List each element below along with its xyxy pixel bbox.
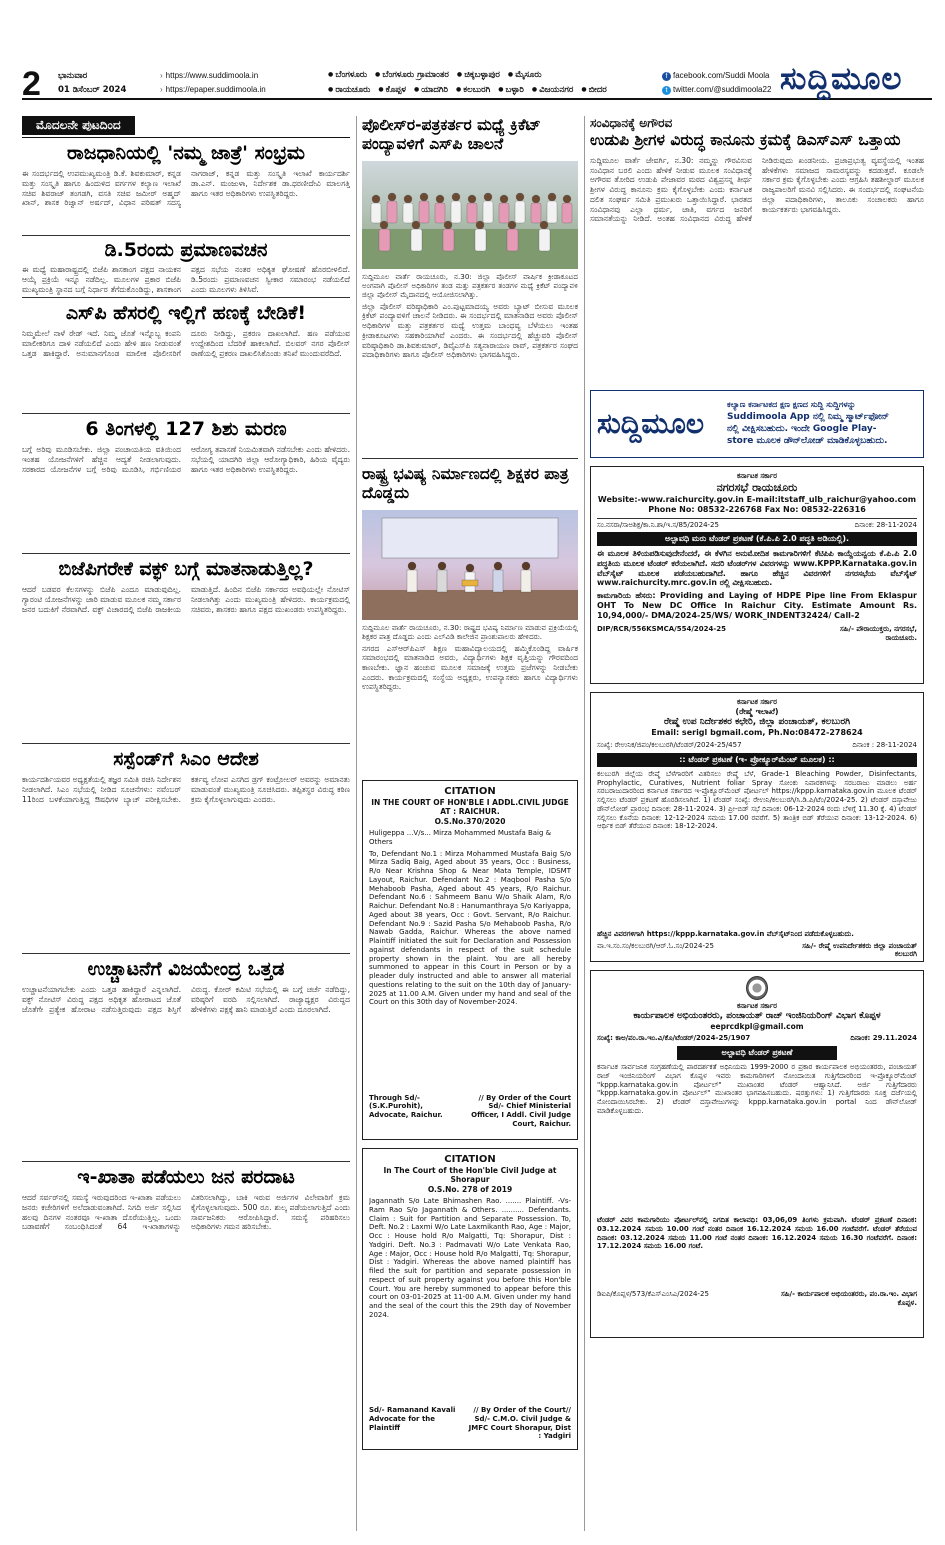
notice-ref: ಸಂಖ್ಯೆ: ರೇಉನಿಕ/ಜಿಪಂ/ಕಲಬುರಗಿ/ಟೆಂಡರ್/2024-25/457 bbox=[597, 741, 742, 749]
article-title: ಇ-ಖಾತಾ ಪಡೆಯಲು ಜನ ಪರದಾಟ bbox=[77, 1166, 295, 1188]
ad-logo: ಸುದ್ದಿಮೂಲ bbox=[597, 406, 705, 440]
court-citation-notice bbox=[362, 1148, 578, 1450]
twitter-icon: t bbox=[662, 86, 671, 95]
city-item: ● ಬೆಂಗಳೂರು bbox=[328, 70, 367, 80]
notice-body: ಕರ್ನಾಟಕ ಸಾರ್ವಜನಿಕ ಸಂಗ್ರಹಣೆಯಲ್ಲಿ ಪಾರದರ್ಶಕತೆ ಅಧಿನಿಯಮ 1999-2000 ರ ಪ್ರಕಾರ ಕಾರ್ಯಪಾಲಕ ಅಭಿಯಂತರರು, ಪಂಚಾಯತ್ ರಾಜ್ ಇಂಜಿನಿಯರಿಂಗ್ ವಿಭಾಗ ಕೊಪ್ಪಳ ಇವರು ಕಾಮಗಾರಿಗಳಿಗೆ ನೋಂದಾಯಿತ ಗುತ್ತಿಗೆದಾರರಿಂದ ಇ-ಪ್ರೊಕ್ಯೂರ್‌ಮೆಂಟ್ "kppp.karnataka.gov.in ಪೋರ್ಟಲ್" ಮುಖಾಂತರ ಟೆಂಡರ್ ಆಹ್ವಾನಿಸಿದೆ. ಅರ್ಜಿ ಗುತ್ತಿಗೆದಾರರು "kppp.karnataka.gov.in ಪೋರ್ಟಲ್" ಮುಖಾಂತರ ಭಾಗವಹಿಸಬಹುದು. ಷರತ್ತುಗಳು: 1) ಗುತ್ತಿಗೆದಾರರು ಸೂಕ್ತ ದರ್ಜೆಯಲ್ಲಿ ನೋಂದಾಯಿಸಿರಬೇಕು. 2) ಟೆಂಡರ್ ದಸ್ತಾವೇಜುಗಳನ್ನು kppp.karnataka.gov.in portal ನಿಂದ ಡೌನ್‌ಲೋಡ್ ಮಾಡಿಕೊಳ್ಳಬಹುದು. bbox=[597, 1063, 917, 1115]
column-divider bbox=[356, 116, 357, 1531]
notice-site: ಹೆಚ್ಚಿನ ವಿವರಗಳಿಗಾಗಿ https://kppp.karnataka.gov.in ವೆಬ್‌ಸೈಟ್‌ನಿಂದ ಪಡೆದುಕೊಳ್ಳಬಹುದು. bbox=[597, 929, 854, 938]
notice-email: eeprcdkpl@gmail.com bbox=[710, 1022, 804, 1031]
article-title: ಬಿಜೆಪಿಗರೇಕೆ ವಕ್ಫ್ ಬಗ್ಗೆ ಮಾತನಾಡುತ್ತಿಲ್ಲ? bbox=[58, 558, 314, 580]
notice-date: ದಿನಾಂಕ: 28-11-2024 bbox=[854, 520, 917, 529]
url-block bbox=[160, 69, 266, 96]
notice-strip: ಅಲ್ಪಾವಧಿ ಮರು ಟೆಂಡರ್ ಪ್ರಕಟಣೆ (ಕೆ.ಪಿ.ಪಿ 2.0 ಪದ್ಧತಿ ಅಡಿಯಲ್ಲಿ). bbox=[597, 532, 917, 546]
city-item: ● ರಾಯಚೂರು bbox=[328, 85, 370, 95]
article-kicker: ಸಂವಿಧಾನಕ್ಕೆ ಅಗೌರವ bbox=[590, 116, 673, 130]
notice-email: Email: serigl bgmail.com, Ph.No:08472-278624 bbox=[651, 728, 863, 737]
right-column bbox=[590, 116, 924, 1536]
city-list bbox=[328, 68, 658, 98]
article-title: ಡಿ.5ರಂದು ಪ್ರಮಾಣವಚನ bbox=[22, 235, 350, 262]
date-block bbox=[58, 69, 126, 98]
citation-court: IN THE COURT OF HON'BLE I ADDL.CIVIL JUDGE AT : RAICHUR. bbox=[371, 798, 569, 817]
city-item: ● ಯಾದಗಿರಿ bbox=[414, 85, 448, 95]
notice-date: ದಿನಾಂಕ : 28-11-2024 bbox=[852, 741, 917, 749]
page-number: 2 bbox=[22, 65, 41, 103]
ad-line: store ಮೂಲಕ ಡೌನ್‌ಲೋಡ್ ಮಾಡಿಕೊಳ್ಳಬಹುದು. bbox=[727, 436, 888, 447]
notice-date: ದಿನಾಂಕ: 29.11.2024 bbox=[850, 1034, 917, 1043]
city-item: ● ವಿಜಯನಗರ bbox=[532, 85, 573, 95]
notice-gov: ಕರ್ನಾಟಕ ಸರ್ಕಾರ bbox=[737, 472, 777, 480]
teachers-event-photo bbox=[362, 510, 578, 620]
middle-column bbox=[362, 116, 578, 1536]
citation-court: In The Court of the Hon'ble Civil Judge at Shorapur bbox=[383, 1166, 557, 1185]
notice-body: ಈ ಮೂಲಕ ತಿಳಿಯಪಡಿಸುವುದೇನೆಂದರೆ, ಈ ಕೆಳಗಿನ ಅನುಮೋದಿತ ಕಾಮಗಾರಿಗಳಿಗೆ ಕೆಟಿಪಿಪಿ ಕಾಯ್ದೆಯನ್ವಯ ಕೆ.ಪಿ.ಪಿ 2.0 ಪದ್ಧತಿಯ ಮೂಲಕ ಟೆಂಡರ್ ಕರೆಯಲಾಗಿದೆ. ಸದರಿ ಟೆಂಡರ್‌ಗಳ ವಿವರಗಳನ್ನು www.KPPP.Karnataka.gov.in ವೆಬ್‌ಸೈಟ್ ಮೂಲಕ ಪಡೆಯಬಹುದಾಗಿದೆ. ಹಾಗೂ ಹೆಚ್ಚಿನ ವಿವರಗಳಿಗೆ ನಗರಸಭೆಯ ವೆಬ್‌ಸೈಟ್ www.raichurcity.mrc.gov.in ರಲ್ಲಿ ವೀಕ್ಷಿಸಬಹುದು. bbox=[597, 549, 917, 588]
city-item: ● ಚಿಕ್ಕಬಳ್ಳಾಪುರ bbox=[457, 70, 500, 80]
notice-dip: ವಾ.ಇ.ಸಂ.ಸಂ/ಕಲಬುರಗಿ/ಆರ್.ಓ.ಸಂ/2024-25 bbox=[597, 941, 714, 950]
notice-phone: Phone No: 08532-226768 Fax No: 08532-226316 bbox=[648, 504, 866, 514]
notice-dip: DIP/RCR/556KSMCA/554/2024-25 bbox=[597, 625, 727, 634]
citation-sign-left: Through Sd/- (S.K.Purohit), Advocate, Raichur. bbox=[369, 1093, 443, 1120]
ad-line: ಕಲ್ಯಾಣ ಕರ್ನಾಟಕದ ಕ್ಷಣ ಕ್ಷಣದ ಸುದ್ದಿ ಸುದ್ದಿಗಳನ್ನು bbox=[727, 400, 856, 410]
article-title: ಎಸ್‌ಪಿ ಹೆಸರಲ್ಲಿ ಇಲ್ಲಿಗೆ ಹಣಕ್ಕೆ ಬೇಡಿಕೆ! bbox=[65, 302, 307, 324]
date-label: 01 ಡಿಸೆಂಬರ್ 2024 bbox=[58, 85, 127, 96]
notice-sign: ಸಹಿ/- ರೇಷ್ಮೆ ಉಪನಿರ್ದೇಶಕರು ಜಿಲ್ಲಾ ಪಂಚಾಯತ್ ಕಲಬುರಗಿ bbox=[802, 941, 917, 959]
city-item: ● ಮೈಸೂರು bbox=[508, 70, 542, 80]
notice-gov: ಕರ್ನಾಟಕ ಸರ್ಕಾರ bbox=[737, 1002, 777, 1010]
article-body: ಈ ಸಂದರ್ಭದಲ್ಲಿ ಉಪಮುಖ್ಯಮಂತ್ರಿ ಡಿ.ಕೆ. ಶಿವಕುಮಾರ್, ಕನ್ನಡ ಮತ್ತು ಸಂಸ್ಕೃತಿ ಹಾಗೂ ಹಿಂದುಳಿದ ವರ್ಗಗಳ ಕಲ್ಯಾಣ ಇಲಾಖೆ ಸಚಿವ ಶಿವರಾಜ್ ತಂಗಡಗಿ, ವಸತಿ ಸಚಿವ ಜಮೀರ್ ಅಹ್ಮದ್ ಖಾನ್, ಶಾಸಕ ರಿಜ್ವಾನ್ ಅರ್ಷದ್, ವಿಧಾನ ಪರಿಷತ್ ಸದಸ್ಯ ನಾಗರಾಜ್, ಕನ್ನಡ ಮತ್ತು ಸಂಸ್ಕೃತಿ ಇಲಾಖೆ ಕಾರ್ಯದರ್ಶಿ ಡಾ.ಎನ್. ಮಂಜುಳಾ, ನಿರ್ದೇಶಕ ಡಾ.ಧರಣೀದೇವಿ ಮಾಲಗತ್ತಿ ಹಾಗೂ ಇತರ ಅಧಿಕಾರಿಗಳು ಉಪಸ್ಥಿತರಿದ್ದರು. bbox=[22, 169, 350, 208]
article-title: ಉಚ್ಚಾಟನೆಗೆ ವಿಜಯೇಂದ್ರ ಒತ್ತಡ bbox=[87, 958, 285, 980]
city-item: ● ಬಳ್ಳಾರಿ bbox=[498, 85, 524, 95]
photo-caption: ಸುದ್ದಿಮೂಲ ವಾರ್ತೆ ರಾಯಚೂರು, ನ.30: ರಾಷ್ಟ್ರದ ಭವಿಷ್ಯ ನಿರ್ಮಾಣ ಮಾಡುವ ಪ್ರಕ್ರಿಯೆಯಲ್ಲಿ ಶಿಕ್ಷಕರ ಪಾತ್ರ ದೊಡ್ಡದು ಎಂದು ಎಲ್‌ವಿಡಿ ಕಾಲೇಜಿನ ಪ್ರಾಂಶುಪಾಲರು ಹೇಳಿದರು. bbox=[362, 622, 578, 641]
arrow-icon: › bbox=[160, 71, 163, 80]
article-body: ಸುದ್ದಿಮೂಲ ವಾರ್ತೆ ಜೇವರ್ಗಿ, ನ.30: ನಮ್ಮನ್ನು ಗೌರವಿಸುವ ಸಂವಿಧಾನ ಬರಲಿ ಎಂದು ಹೇಳಿಕೆ ನೀಡುವ ಮೂಲಕ ಸಂವಿಧಾನಕ್ಕೆ ಅಗೌರವ ತೋರಿದ ಉಡುಪಿ ಪೇಜಾವರ ಮಠದ ವಿಶ್ವಪ್ರಸನ್ನ ತೀರ್ಥ ಶ್ರೀಗಳ ವಿರುದ್ಧ ಕಾನೂನು ಕ್ರಮ ಕೈಗೊಳ್ಳಬೇಕು ಎಂದು ಕರ್ನಾಟಕ ದಲಿತ ಸಂಘರ್ಷ ಸಮಿತಿ ಪ್ರಮುಖರು ಒತ್ತಾಯಿಸಿದ್ದಾರೆ. ಭಾರತದ ಸಂವಿಧಾನವು ಎಲ್ಲಾ ಧರ್ಮ, ಜಾತಿ, ವರ್ಗದ ಜನರಿಗೆ ಸಮಾನತೆಯನ್ನು ನೀಡಿದೆ. ಅಂತಹ ಸಂವಿಧಾನದ ವಿರುದ್ಧ ಹೇಳಿಕೆ ನೀಡಿರುವುದು ಖಂಡನೀಯ. ಪ್ರಜಾಪ್ರಭುತ್ವ ವ್ಯವಸ್ಥೆಯಲ್ಲಿ ಇಂತಹ ಹೇಳಿಕೆಗಳು ಸಮಾಜದ ಸಾಮರಸ್ಯವನ್ನು ಕದಡುತ್ತವೆ. ಕೂಡಲೇ ಸರ್ಕಾರ ಕ್ರಮ ಕೈಗೊಳ್ಳಬೇಕು ಎಂದು ಆಗ್ರಹಿಸಿ ತಹಶೀಲ್ದಾರ್ ಮೂಲಕ ರಾಜ್ಯಪಾಲರಿಗೆ ಮನವಿ ಸಲ್ಲಿಸಿದರು. ಈ ಸಂದರ್ಭದಲ್ಲಿ ಸಂಘಟನೆಯ ಜಿಲ್ಲಾ ಪದಾಧಿಕಾರಿಗಳು, ತಾಲೂಕು ಸಂಚಾಲಕರು ಹಾಗೂ ಕಾರ್ಯಕರ್ತರು ಭಾಗವಹಿಸಿದ್ದರು. bbox=[590, 156, 924, 224]
article-title: ರಾಷ್ಟ್ರ ಭವಿಷ್ಯ ನಿರ್ಮಾಣದಲ್ಲಿ ಶಿಕ್ಷಕರ ಪಾತ್ರ ದೊಡ್ಡದು bbox=[362, 464, 569, 503]
notice-strip: ಅಲ್ಪಾವಧಿ ಟೆಂಡರ್ ಪ್ರಕಟಣೆ bbox=[677, 1046, 837, 1060]
left-column bbox=[22, 116, 350, 1536]
article-title: ರಾಜಧಾನಿಯಲ್ಲಿ 'ನಮ್ಮ ಜಾತ್ರೆ' ಸಂಭ್ರಮ bbox=[67, 142, 305, 164]
column-divider bbox=[584, 116, 585, 1531]
city-item: ● ಕೊಪ್ಪಳ bbox=[378, 85, 406, 95]
citation-case: O.S.No. 278 of 2019 bbox=[427, 1184, 513, 1194]
tender-notice bbox=[590, 970, 924, 1338]
citation-case: O.S.No.370/2020 bbox=[434, 816, 506, 826]
notice-sign: ಸಹಿ/- ಕಾರ್ಯಪಾಲಕ ಅಭಿಯಂತರರು, ಪಂ.ರಾ.ಇಂ. ವಿಭಾಗ ಕೊಪ್ಪಳ. bbox=[781, 1290, 917, 1307]
arrow-icon: › bbox=[160, 84, 163, 94]
citation-parties: Huligeppa ...V/s... Mirza Mohammed Mustafa Baig & Others bbox=[369, 829, 552, 846]
social-block bbox=[662, 69, 771, 96]
tender-notice bbox=[590, 466, 924, 684]
notice-dept: (ರೇಷ್ಮೆ ಇಲಾಖೆ) bbox=[735, 706, 779, 716]
article bbox=[22, 298, 350, 414]
notice-sign: ಸಹಿ/- ಪೌರಾಯುಕ್ತರು, ನಗರಸಭೆ, ರಾಯಚೂರು. bbox=[839, 625, 917, 642]
article-body: ಜಿಲ್ಲಾ ಪೊಲೀಸ್ ವರಿಷ್ಠಾಧಿಕಾರಿ ಎಂ.ಪುಟ್ಟಮಾದಯ್ಯ ಅವರು ಬ್ಯಾಟ್ ಬೀಸುವ ಮೂಲಕ ಕ್ರಿಕೆಟ್ ಪಂದ್ಯಾವಳಿಗೆ ಚಾಲನೆ ನೀಡಿದರು. ಈ ಸಂದರ್ಭದಲ್ಲಿ ಮಾತನಾಡಿದ ಅವರು ಪೊಲೀಸ್ ಅಧಿಕಾರಿಗಳ ಮತ್ತು ಪತ್ರಕರ್ತರ ಮಧ್ಯೆ ಉತ್ತಮ ಬಾಂಧವ್ಯ ಬೆಳೆಯಲು ಇಂತಹ ಕ್ರೀಡಾಕೂಟಗಳು ಸಹಕಾರಿಯಾಗಿವೆ ಎಂದರು. ಈ ಸಂದರ್ಭದಲ್ಲಿ ಹೆಚ್ಚುವರಿ ಪೊಲೀಸ್ ವರಿಷ್ಠಾಧಿಕಾರಿ ಡಾ.ಶಿವಕುಮಾರ್, ಡಿವೈಎಸ್‌ಪಿ ಸತ್ಯನಾರಾಯಣ ರಾವ್, ಪತ್ರಕರ್ತರ ಸಂಘದ ಪದಾಧಿಕಾರಿಗಳು ಹಾಗೂ ಪೊಲೀಸ್ ಅಧಿಕಾರಿಗಳು ಭಾಗವಹಿಸಿದ್ದರು. bbox=[362, 301, 578, 360]
website-link[interactable]: https://www.suddimoola.in bbox=[165, 71, 259, 80]
twitter-link[interactable]: twitter.com/@suddimoola22 bbox=[673, 84, 772, 94]
photo-caption: ಸುದ್ದಿಮೂಲ ವಾರ್ತೆ ರಾಯಚೂರು, ನ.30: ಜಿಲ್ಲಾ ಪೊಲೀಸ್ ವಾರ್ಷಿಕ ಕ್ರೀಡಾಕೂಟದ ಅಂಗವಾಗಿ ಪೊಲೀಸ್ ಅಧಿಕಾರಿಗಳ ತಂಡ ಮತ್ತು ಪತ್ರಕರ್ತರ ತಂಡಗಳ ಮಧ್ಯೆ ಕ್ರಿಕೆಟ್ ಪಂದ್ಯಾವಳಿ ಜಿಲ್ಲಾ ಪೊಲೀಸ್ ಮೈದಾನದಲ್ಲಿ ಆಯೋಜಿಸಲಾಗಿತ್ತು. bbox=[362, 271, 578, 299]
article bbox=[22, 138, 350, 298]
notice-strip: :: ಟೆಂಡರ್ ಪ್ರಕಟಣೆ (ಇ- ಪ್ರೋಕ್ಯೂರ್‌ಮೆಂಟ್ ಮೂಲಕ) :: bbox=[597, 753, 917, 767]
notice-dates: ಟೆಂಡರ್ ವಿವರ ಕಾಮಗಾರಿಯು ಪೋರ್ಟಲ್‌ನಲ್ಲಿ ನಿಗದಿತ ಕಾಲಾವಧಿ: 03,06,09 ತಿಂಗಳು ಕ್ರಮವಾಗಿ. ಟೆಂಡರ್ ಪ್ರಕಟಣೆ ದಿನಾಂಕ: 03.12.2024 ಸಮಯ 10.00 ಗಂಟೆ ನಂತರ ದಿನಾಂಕ 16.12.2024 ಸಮಯ 16.00 ಗಂಟೆವರೆಗೆ. ಟೆಂಡರ್ ತೆರೆಯುವ ದಿನಾಂಕ: 03.12.2024 ಸಮಯ 11.00 ಗಂಟೆ ನಂತರ ದಿನಾಂಕ: 16.12.2024 ಸಮಯ 16.30 ಗಂಟೆವರೆಗೆ. ದಿನಾಂಕ: 17.12.2024 ಸಮಯ 16.00 ಗಂಟೆ. bbox=[597, 1216, 917, 1251]
notice-office: ರೇಷ್ಮೆ ಉಪ ನಿರ್ದೇಶಕರ ಕಛೇರಿ, ಜಿಲ್ಲಾ ಪಂಚಾಯತ್, ಕಲಬುರಗಿ bbox=[663, 716, 851, 727]
article-body: ಬಗ್ಗೆ ಅರಿವು ಮೂಡಿಸಬೇಕು. ಜಿಲ್ಲಾ ಪಂಚಾಯತಿಯ ವತಿಯಿಂದ ಇಂತಹ ಯೋಜನೆಗಳಿಗೆ ಹೆಚ್ಚಿನ ಆದ್ಯತೆ ನೀಡಲಾಗುವುದು. ಸರಕಾರದ ಯೋಜನೆಗಳ ಬಗ್ಗೆ ಅರಿವು ಮೂಡಿಸಿ, ಗರ್ಭಿಣಿಯರ ಆರೋಗ್ಯ ತಪಾಸಣೆ ನಿಯಮಿತವಾಗಿ ನಡೆಸಬೇಕು ಎಂದು ಹೇಳಿದರು. ಸಭೆಯಲ್ಲಿ ಯಾದಗಿರಿ ಜಿಲ್ಲಾ ಆರೋಗ್ಯಾಧಿಕಾರಿ, ಹಿರಿಯ ವೈದ್ಯರು ಹಾಗೂ ಇತರ ಅಧಿಕಾರಿಗಳು ಉಪಸ್ಥಿತರಿದ್ದರು. bbox=[22, 445, 350, 474]
citation-title: CITATION bbox=[444, 785, 496, 797]
day-label: ಭಾನುವಾರ bbox=[58, 71, 88, 81]
article-title: 6 ತಿಂಗಳಲ್ಲಿ 127 ಶಿಶು ಮರಣ bbox=[85, 418, 287, 440]
photo-image bbox=[362, 510, 578, 620]
city-item: ● ಬೆಂಗಳೂರು ಗ್ರಾಮಾಂತರ bbox=[375, 70, 449, 80]
notice-dip: ಡಿಐಪಿ/ಕೊಪ್ಪಳ/573/ಕೆಎಸ್‌ಎಂಸಿಎ/2024-25 bbox=[597, 1290, 709, 1299]
citation-sign-right: // By Order of the Court// Sd/- C.M.O. Civil Judge & JMFC Court Shorapur, Dist : Yadgiri bbox=[468, 1406, 571, 1441]
notice-gov: ಕರ್ನಾಟಕ ಸರ್ಕಾರ bbox=[737, 698, 777, 706]
article bbox=[22, 1162, 350, 1412]
article-title: ಪೊಲೀಸ್‌ರ-ಪತ್ರಕರ್ತರ ಮಧ್ಯೆ ಕ್ರಿಕೆಟ್ ಪಂದ್ಯಾವಳಿಗೆ ಎಸ್‌ಪಿ ಚಾಲನೆ bbox=[362, 116, 541, 154]
citation-body: Jagannath S/o Late Bhimashen Rao. ....... Plaintiff. -Vs- Ram Rao S/o Jagannath & Others. .......... Defendants. Claim : Suit for Partition and Separate Possession. To, Deft. No.2 : Laxmi W/o Late Laxmikanth Rao, Age : Major, Occ : House hold R/o Malgatti, Tq: Shorapur, Dist : Yadgiri. Deft. No.3 : Padmavati W/o Late Venkata Rao, Age : Major, Occ : House hold R/o Malgatti, Tq: Shorapur, Dist : Yadgiri. Whereas the above named plaintiff has filed the suit for partition and separate possession in respect of suit property against you before this Hon'ble Court. You are hereby summoned to appear before this court on 03-01-2025 at 11-00 A.M. Given under my hand and the seal of the court this the 29th day of November 2024. bbox=[369, 1197, 571, 1319]
tender-notice bbox=[590, 692, 924, 962]
article-body: ನಿಮ್ಮಮೇಲೆ ನಾಳೆ ರೇಡ್ ಇದೆ. ನಿಮ್ಮ ಜೊತೆ ಇನ್ನೊಬ್ಬ ಕಂಪನಿ ಮಾಲೀಕರಿಗೂ ದಾಳಿ ನಡೆಯಲಿದೆ ಎಂದು ಹೇಳಿ ಹಣ ನೀಡುವಂತೆ ಒತ್ತಡ ಹಾಕಿದ್ದಾರೆ. ಅನುಮಾನಗೊಂಡ ಮಾಲೀಕ ಪೊಲೀಸರಿಗೆ ದೂರು ನೀಡಿದ್ದು, ಪ್ರಕರಣ ದಾಖಲಾಗಿದೆ. ಹಣ ಪಡೆಯುವ ಉದ್ದೇಶದಿಂದ ಬೆದರಿಕೆ ಹಾಕಲಾಗಿದೆ. ಬಿಲವರ್ ನಗರ ಪೊಲೀಸ್ ಠಾಣೆಯಲ್ಲಿ ಪ್ರಕರಣ ದಾಖಲಿಸಿಕೊಂಡು ತನಿಖೆ ಮುಂದುವರೆದಿದೆ. bbox=[22, 329, 350, 358]
government-emblem-icon bbox=[746, 976, 768, 1000]
article-body: ಈ ಮಧ್ಯೆ ಮಹಾರಾಷ್ಟ್ರದಲ್ಲಿ ಬಿಜೆಪಿ ಶಾಸಕಾಂಗ ಪಕ್ಷದ ನಾಯಕನ ಆಯ್ಕೆ ಪ್ರಕ್ರಿಯೆ ಇನ್ನೂ ನಡೆದಿಲ್ಲ. ಮೂಲಗಳ ಪ್ರಕಾರ ಬಿಜೆಪಿ ಮುಖ್ಯಮಂತ್ರಿ ಸ್ಥಾನದ ಬಗ್ಗೆ ನಿರ್ಧಾರ ತೆಗೆದುಕೊಂಡಿದ್ದು, ಶಾಸಕಾಂಗ ಪಕ್ಷದ ಸಭೆಯ ನಂತರ ಅಧಿಕೃತ ಘೋಷಣೆ ಹೊರಬೀಳಲಿದೆ. ಡಿ.5ರಂದು ಪ್ರಮಾಣವಚನ ಸ್ವೀಕಾರ ಸಮಾರಂಭ ನಡೆಯಲಿದೆ ಎಂದು ಮೂಲಗಳು ತಿಳಿಸಿವೆ. bbox=[22, 265, 350, 294]
notice-body: ಕಲಬುರಗಿ ಜಿಲ್ಲೆಯ ರೇಷ್ಮೆ ಬೆಳೆಗಾರರಿಗೆ ವಿತರಿಸಲು ರೇಷ್ಮೆ ಬೆಳೆ, Grade-1 Bleaching Powder, Disinfectants, Prophylactic, Curatives, Nutrient foliar Spray ಸೋಂಕು ನಿವಾರಕಗಳನ್ನು ಸರಬರಾಜು ಮಾಡಲು ಅರ್ಹ ಸರಬರಾಜುದಾರರಿಂದ ಕರ್ನಾಟಕ ಸರ್ಕಾರದ ಇ-ಪ್ರೊಕ್ಯೂರ್‌ಮೆಂಟ್ ಪೋರ್ಟಲ್ https://kppp.karnataka.gov.in ಮೂಲಕ ಟೆಂಡರ್ ಸಲ್ಲಿಸಲು ಟೆಂಡರ್ ಪ್ರಕಟಣೆ ಹೊರಡಿಸಲಾಗಿದೆ. 1) ಟೆಂಡರ್ ಸಂಖ್ಯೆ: ರೇಉನಿ/ಕಲಬುರಗಿ/ಸಿ.ಡಿ.ಪಿ/ಟೆಂ/2024-25. 2) ಟೆಂಡರ್ ದಸ್ತಾವೇಜು ಡೌನ್‌ಲೋಡ್ ಪ್ರಾರಂಭ ದಿನಾಂಕ: 28-11-2024. 3) ಪ್ರೀ-ಬಿಡ್ ಸಭೆ ದಿನಾಂಕ: 06-12-2024 ರಂದು ಬೆಳಿಗ್ಗೆ 11.30 ಕ್ಕೆ. 4) ಟೆಂಡರ್ ಸಲ್ಲಿಸಲು ಕೊನೆಯ ದಿನಾಂಕ: 12-12-2024 ಸಮಯ 17.00 ರವರೆಗೆ. 5) ತಾಂತ್ರಿಕ ಬಿಡ್ ತೆರೆಯುವ ದಿನಾಂಕ: 13-12-2024. 6) ಆರ್ಥಿಕ ಬಿಡ್ ತೆರೆಯುವ ದಿನಾಂಕ: 18-12-2024. bbox=[597, 769, 917, 831]
cricket-team-photo bbox=[362, 161, 578, 269]
article-body: ನಗರದ ಎಸ್‌ಆರ್‌ಪಿಎಸ್ ಶಿಕ್ಷಣ ಮಹಾವಿದ್ಯಾಲಯದಲ್ಲಿ ಹಮ್ಮಿಕೊಂಡಿದ್ದ ವಾರ್ಷಿಕ ಸಮಾರಂಭದಲ್ಲಿ ಮಾತನಾಡಿದ ಅವರು, ವಿದ್ಯಾರ್ಥಿಗಳು ಶಿಕ್ಷಕ ವೃತ್ತಿಯನ್ನು ಗೌರವದಿಂದ ಕಾಣಬೇಕು. ಜ್ಞಾನ ಹಂಚುವ ಮೂಲಕ ಸಮಾಜಕ್ಕೆ ಉತ್ತಮ ಪ್ರಜೆಗಳನ್ನು ನೀಡಬೇಕು ಎಂದರು. ಕಾರ್ಯಕ್ರಮದಲ್ಲಿ ಸಂಸ್ಥೆಯ ಅಧ್ಯಕ್ಷರು, ಉಪನ್ಯಾಸಕರು ಹಾಗೂ ವಿದ್ಯಾರ್ಥಿಗಳು ಉಪಸ್ಥಿತರಿದ್ದರು. bbox=[362, 643, 578, 692]
page-header bbox=[22, 61, 932, 103]
notice-ref: ಸಂಖ್ಯೆ: ಕಾಅ/ಪಂ.ರಾ.ಇಂ.ವಿ/ಕೊ/ಟೆಂಡರ್/2024-25/1907 bbox=[597, 1034, 751, 1043]
app-advertisement[interactable] bbox=[590, 390, 924, 458]
facebook-icon: f bbox=[662, 72, 671, 81]
article-body: ಉಚ್ಚಾಟನೆಯಾಗಬೇಕು ಎಂದು ಒತ್ತಡ ಹಾಕಿದ್ದಾರೆ ಎನ್ನಲಾಗಿದೆ. ವಕ್ಫ್ ನೋಟಿಸ್ ವಿರುದ್ಧ ಪಕ್ಷದ ಅಧಿಕೃತ ಹೋರಾಟದ ಜೊತೆ ಜೊತೆಗೇ ಪ್ರತ್ಯೇಕ ಹೋರಾಟ ನಡೆಸುತ್ತಿರುವುದು ಪಕ್ಷದ ಶಿಸ್ತಿಗೆ ವಿರುದ್ಧ. ಕೋರ್ ಕಮಿಟಿ ಸಭೆಯಲ್ಲಿ ಈ ಬಗ್ಗೆ ಚರ್ಚೆ ನಡೆದಿದ್ದು, ವರಿಷ್ಠರಿಗೆ ವರದಿ ಸಲ್ಲಿಸಲಾಗಿದೆ. ರಾಜ್ಯಾಧ್ಯಕ್ಷರ ವಿರುದ್ಧದ ಹೇಳಿಕೆಗಳು ಪಕ್ಷಕ್ಕೆ ಹಾನಿ ಮಾಡುತ್ತಿವೆ ಎಂದು ದೂರಲಾಗಿದೆ. bbox=[22, 985, 350, 1014]
section-tag: ಮೊದಲನೇ ಪುಟದಿಂದ bbox=[22, 116, 135, 135]
article bbox=[22, 554, 350, 744]
photo-image bbox=[362, 161, 578, 269]
article bbox=[22, 414, 350, 554]
notice-work: ಕಾಮಗಾರಿಯ ಹೆಸರು: Providing and Laying of HDPE Pipe line From Eklaspur OHT To New DC Office In Raichur City. Estimate Amount Rs. 10,94,000/- DMA/2024-25/WS/ WORK_INDENT32424/ Call-2 bbox=[597, 591, 917, 621]
epaper-link[interactable]: https://epaper.suddimoola.in bbox=[165, 84, 266, 94]
citation-body: To, Defendant No.1 : Mirza Mohammed Mustafa Baig S/o Mirza Sadiq Baig, Aged about 35 years, Occ : Business, R/o Near Krishna Shop & Near Mata Temple, IDSMT Layout, Raichur. Defendant No.2 : Maqbool Pasha S/o Mehaboob Pasha, Aged about 45 years, R/o Raichur. Defendant No.6 : Sahmeem Banu W/o Shaik Alam, R/o Raichur. Defendant No.8 : Hanumanthraya S/o Kariyappa, Aged about 38 years, Occ : Govt. Servant, R/o Raichur. Defendant No.9 : Sazid Pasha S/o Mehaboob Pasha, R/o Nawab Gadda, Raichur. Whereas the above named Plaintiff initiated the suit for Declaration and Possession against defendants in respect of the suit schedule property shown in the plaint. You are all hereby summoned to appear in this Court in Person or by a pleader duly instructed and able to answer all material questions relating to the suit on the 10th day of January-2025 at 11.00 A.M. Given under my hand and seal of the Court on this 30th day of November-2024. bbox=[369, 849, 571, 1007]
city-item: ● ಬೀದರ bbox=[581, 85, 606, 95]
citation-title: CITATION bbox=[444, 1153, 496, 1165]
ad-line: ನಲ್ಲಿ ವೀಕ್ಷಿಸಬಹುದು. ಇಂದೇ Google Play- bbox=[727, 424, 877, 435]
facebook-link[interactable]: facebook.com/Suddi Moola bbox=[673, 71, 770, 80]
ad-line: Suddimoola App ನಲ್ಲಿ ನಿಮ್ಮ ಸ್ಮಾರ್ಟ್‌ಫೋನ್ bbox=[727, 412, 889, 423]
article-body: ಕಾರ್ಯದರ್ಶಿಯವರ ಅಧ್ಯಕ್ಷತೆಯಲ್ಲಿ ತಜ್ಞರ ಸಮಿತಿ ರಚಿಸಿ ನಿರ್ದೇಶನ ನೀಡಲಾಗಿದೆ. ಸಿಎಂ ಸಭೆಯಲ್ಲಿ ನೀಡಿದ ಸೂಚನೆಗಳು: ನವೆಂಬರ್ 11ರಿಂದ ಬಳಕೆಯಾಗುತ್ತಿದ್ದ ಔಷಧಿಗಳ ಬ್ಯಾಚ್ ಪರೀಕ್ಷಿಸಬೇಕು. ಕರ್ತವ್ಯ ಲೋಪ ಎಸಗಿದ ಡ್ರಗ್ ಕಂಟ್ರೋಲರ್ ಅವರನ್ನು ಅಮಾನತು ಮಾಡುವಂತೆ ಮುಖ್ಯಮಂತ್ರಿ ಸೂಚಿಸಿದರು. ತಪ್ಪಿತಸ್ಥರ ವಿರುದ್ಧ ಕಠಿಣ ಕ್ರಮ ಕೈಗೊಳ್ಳಲಾಗುವುದು ಎಂದರು. bbox=[22, 775, 350, 804]
article-title: ಸಸ್ಪೆಂಡ್‌ಗೆ ಸಿಎಂ ಆದೇಶ bbox=[113, 748, 259, 770]
citation-sign-left: Sd/- Ramanand Kavali Advocate for the Plaintiff bbox=[369, 1406, 456, 1432]
article-body: ಆದರೆ ಸರ್ವರ್‌ನಲ್ಲಿ ಸಮಸ್ಯೆ ಇರುವುದರಿಂದ ಇ-ಖಾತಾ ಪಡೆಯಲು ಜನರು ಕಚೇರಿಗಳಿಗೆ ಅಲೆದಾಡುವಂತಾಗಿದೆ. ನಿಗದಿ ಅರ್ಜಿ ಸಲ್ಲಿಸಿದ ಹಲವು ದಿನಗಳ ನಂತರವೂ ಇ-ಖಾತಾ ದೊರೆಯುತ್ತಿಲ್ಲ. ಒಂದು ಬಡಾವಣೆಗೆ ಸಂಬಂಧಿಸಿದಂತೆ 64 ಇ-ಖಾತಾಗಳನ್ನು ವಿತರಿಸಲಾಗಿದ್ದು, ಬಾಕಿ ಇರುವ ಅರ್ಜಿಗಳ ವಿಲೇವಾರಿಗೆ ಕ್ರಮ ಕೈಗೊಳ್ಳಲಾಗುವುದು. 500 ರೂ. ಶುಲ್ಕ ಪಡೆಯಲಾಗುತ್ತಿದೆ ಎಂದು ಸಾರ್ವಜನಿಕರು ಆರೋಪಿಸಿದ್ದಾರೆ. ಸಮಸ್ಯೆ ಪರಿಹರಿಸಲು ಅಧಿಕಾರಿಗಳು ಗಮನ ಹರಿಸಬೇಕು. bbox=[22, 1193, 350, 1232]
notice-ref: ಸಂ.ನಸರಾ/ಸಾಅಶಿಕ್ಷ/ಕಾ.ನಿ.ಶಾ/ಇ.ಸ/85/2024-25 bbox=[597, 520, 719, 529]
notice-office: ನಗರಸಭೆ ರಾಯಚೂರು bbox=[716, 480, 798, 494]
article bbox=[22, 954, 350, 1162]
notice-office: ಕಾರ್ಯಪಾಲಕ ಅಭಿಯಂತರರು, ಪಂಚಾಯತ್ ರಾಜ್ ಇಂಜಿನಿಯರಿಂಗ್ ವಿಭಾಗ ಕೊಪ್ಪಳ bbox=[633, 1010, 881, 1021]
article-title: ಉಡುಪಿ ಶ್ರೀಗಳ ವಿರುದ್ಧ ಕಾನೂನು ಕ್ರಮಕ್ಕೆ ಡಿಎಸ್‌ಎಸ್ ಒತ್ತಾಯ bbox=[590, 130, 901, 149]
masthead-logo: ಸುದ್ದಿಮೂಲ bbox=[780, 61, 903, 97]
notice-website: Website:-www.raichurcity.gov.in E-mail:itstaff_ulb_raichur@yahoo.com bbox=[597, 494, 917, 504]
article-body: ಆದರೆ ಬಡವರ ಕೆಲಸಗಳನ್ನು ಬಿಜೆಪಿ ಎಂದೂ ಮಾಡುವುದಿಲ್ಲ. ಗ್ಯಾರಂಟಿ ಯೋಜನೆಗಳನ್ನು ಜಾರಿ ಮಾಡುವ ಮೂಲಕ ನಮ್ಮ ಸರ್ಕಾರ ಜನರ ಬದುಕಿಗೆ ನೆರವಾಗಿದೆ. ವಕ್ಫ್ ವಿಚಾರದಲ್ಲಿ ಬಿಜೆಪಿ ರಾಜಕೀಯ ಮಾಡುತ್ತಿದೆ. ಹಿಂದಿನ ಬಿಜೆಪಿ ಸರ್ಕಾರದ ಅವಧಿಯಲ್ಲೇ ನೋಟಿಸ್ ನೀಡಲಾಗಿತ್ತು ಎಂದು ಮುಖ್ಯಮಂತ್ರಿ ಹೇಳಿದರು. ಕಾರ್ಯಕ್ರಮದಲ್ಲಿ ಸಚಿವರು, ಶಾಸಕರು ಹಾಗೂ ಪಕ್ಷದ ಮುಖಂಡರು ಉಪಸ್ಥಿತರಿದ್ದರು. bbox=[22, 585, 350, 614]
court-citation-notice bbox=[362, 780, 578, 1140]
city-item: ● ಕಲಬುರಗಿ bbox=[456, 85, 490, 95]
article bbox=[22, 744, 350, 954]
citation-sign-right: // By Order of the Court Sd/- Chief Ministerial Officer, I Addl. Civil Judge Court, Raichur. bbox=[471, 1093, 571, 1128]
